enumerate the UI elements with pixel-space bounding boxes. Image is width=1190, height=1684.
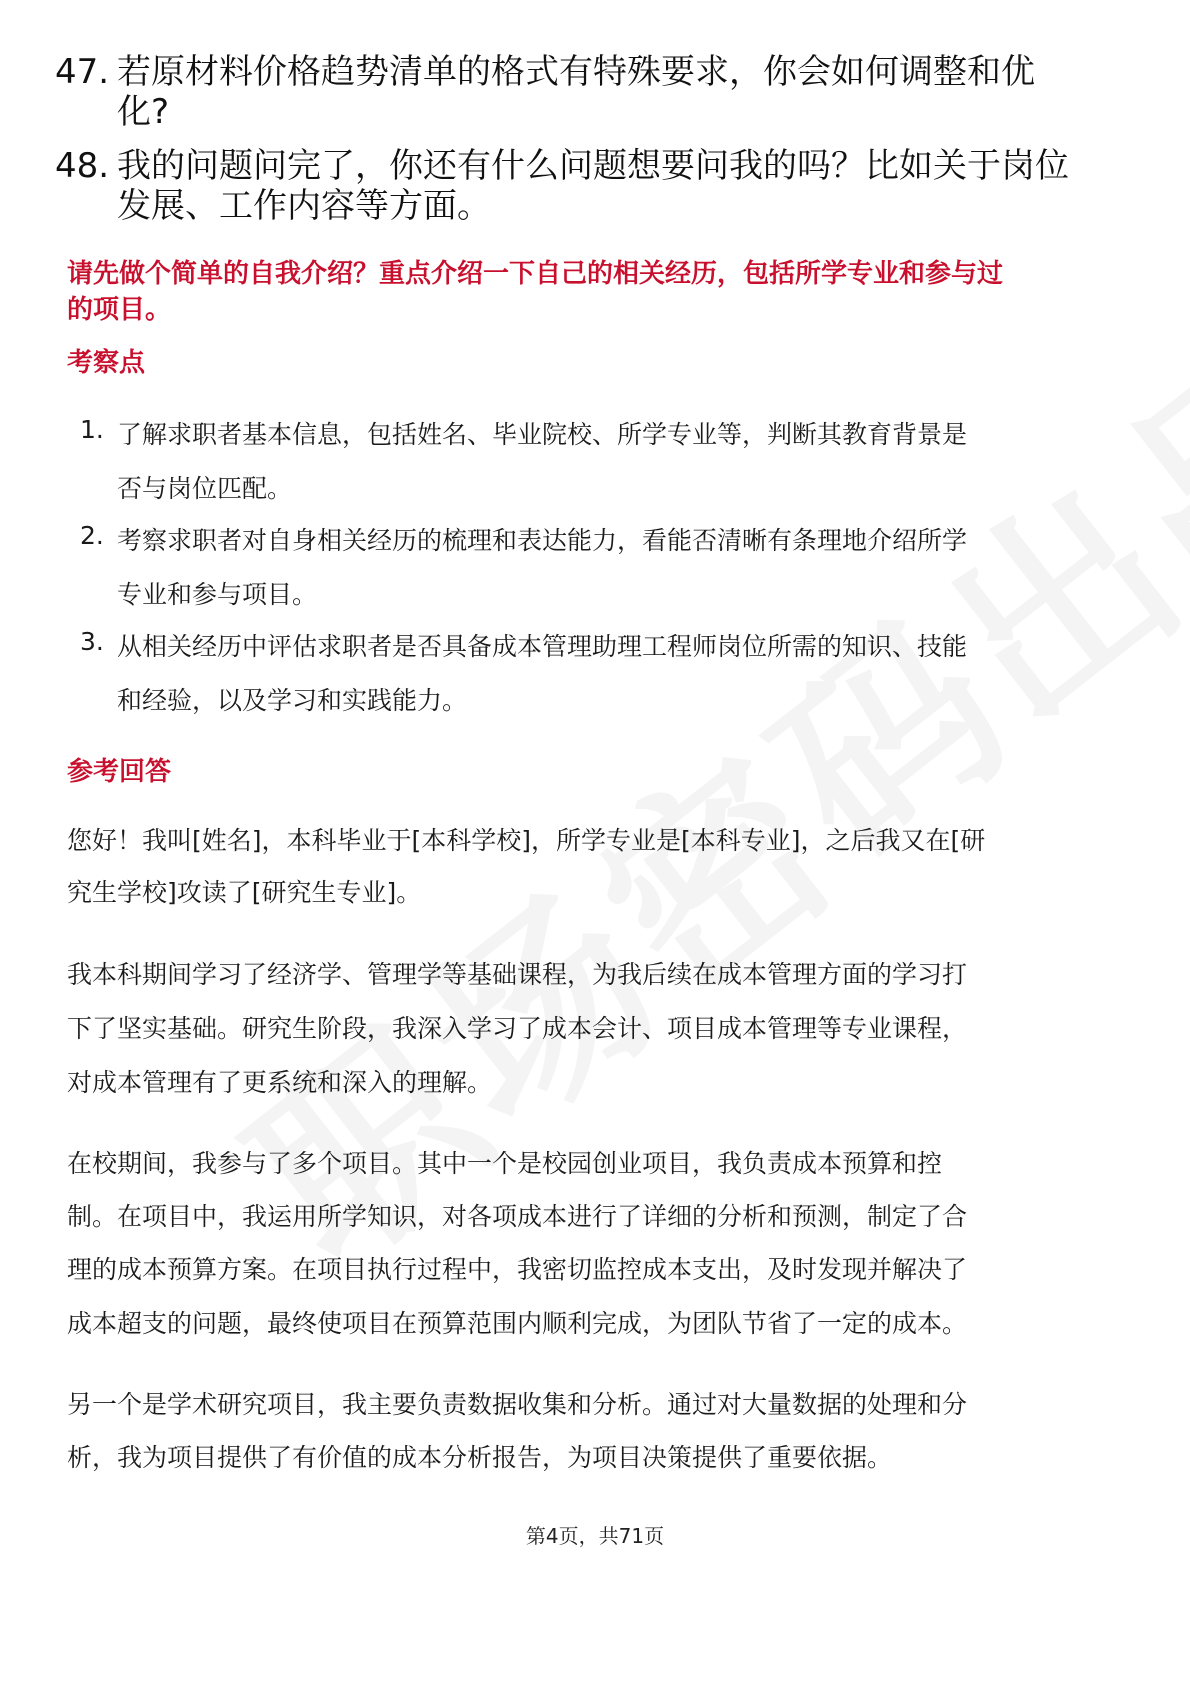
assessment-item-line: 从相关经历中评估求职者是否具备成本管理助理工程师岗位所需的知识、技能 xyxy=(117,632,968,661)
question-47 xyxy=(55,52,1135,132)
answer-paragraph-line: 在校期间，我参与了多个项目。其中一个是校园创业项目，我负责成本预算和控 xyxy=(67,1149,943,1178)
question-number: 48. xyxy=(55,146,110,186)
question-text-line: 发展、工作内容等方面。 xyxy=(117,186,491,226)
answer-paragraph-line: 理的成本预算方案。在项目执行过程中，我密切监控成本支出，及时发现并解决了 xyxy=(67,1255,968,1284)
assessment-item-line: 考察求职者对自身相关经历的梳理和表达能力，看能否清晰有条理地介绍所学 xyxy=(117,526,968,555)
answer-paragraph-line: 析，我为项目提供了有价值的成本分析报告，为项目决策提供了重要依据。 xyxy=(67,1443,893,1472)
question-number: 47. xyxy=(55,52,110,92)
answer-paragraph-line: 下了坚实基础。研究生阶段，我深入学习了成本会计、项目成本管理等专业课程， xyxy=(67,1014,968,1043)
assessment-item-line: 专业和参与项目。 xyxy=(117,580,318,609)
assessment-item-line: 否与岗位匹配。 xyxy=(117,474,293,503)
assessment-item-line: 和经验，以及学习和实践能力。 xyxy=(117,686,468,715)
answer-paragraph-line: 成本超支的问题，最终使项目在预算范围内顺利完成，为团队节省了一定的成本。 xyxy=(67,1309,968,1338)
main-question-line: 的项目。 xyxy=(67,295,172,325)
question-text-line: 化? xyxy=(117,92,170,132)
answer-paragraph-line: 究生学校]攻读了[研究生专业]。 xyxy=(67,878,422,907)
answer-paragraph-line: 另一个是学术研究项目，我主要负责数据收集和分析。通过对大量数据的处理和分 xyxy=(67,1390,968,1419)
answer-paragraph-line: 对成本管理有了更系统和深入的理解。 xyxy=(67,1068,493,1097)
assessment-item-number: 2. xyxy=(80,521,104,550)
assessment-item-line: 了解求职者基本信息，包括姓名、毕业院校、所学专业等，判断其教育背景是 xyxy=(117,420,968,449)
answer-paragraph-line: 制。在项目中，我运用所学知识，对各项成本进行了详细的分析和预测，制定了合 xyxy=(67,1202,968,1231)
question-text-line: 我的问题问完了，你还有什么问题想要问我的吗？比如关于岗位 xyxy=(117,146,1069,186)
assessment-item-number: 1. xyxy=(80,415,104,444)
assessment-heading: 考察点 xyxy=(67,348,146,378)
answer-paragraph-line: 我本科期间学习了经济学、管理学等基础课程，为我后续在成本管理方面的学习打 xyxy=(67,960,968,989)
question-text-line: 若原材料价格趋势清单的格式有特殊要求，你会如何调整和优 xyxy=(117,52,1035,92)
question-48 xyxy=(55,146,1135,226)
main-question-line: 请先做个简单的自我介绍？重点介绍一下自己的相关经历，包括所学专业和参与过 xyxy=(67,259,1004,289)
answer-paragraph-line: 您好！我叫[姓名]，本科毕业于[本科学校]，所学专业是[本科专业]，之后我又在[研 xyxy=(67,826,986,855)
reference-answer-heading: 参考回答 xyxy=(67,757,172,787)
page-number: 第4页，共71页 xyxy=(525,1524,665,1548)
assessment-item-number: 3. xyxy=(80,627,104,656)
main-question xyxy=(67,256,1003,328)
